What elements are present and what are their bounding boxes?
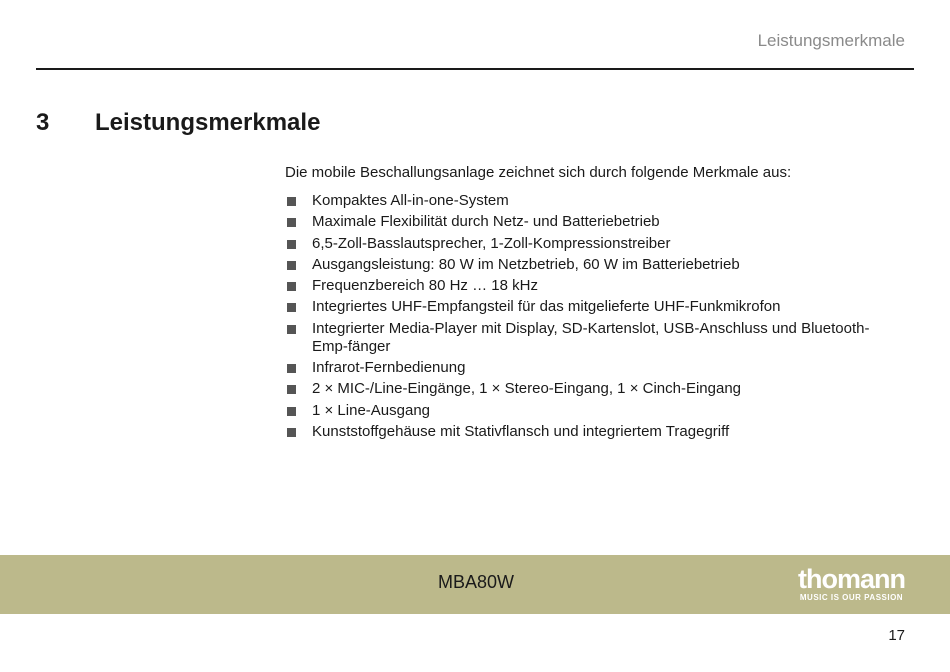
footer-band bbox=[0, 555, 950, 614]
list-item bbox=[285, 213, 905, 231]
list-item-text: 1 × Line-Ausgang bbox=[312, 401, 431, 419]
list-item-text: Frequenzbereich 80 Hz … 18 kHz bbox=[312, 277, 538, 295]
chapter-number: 3 bbox=[36, 109, 50, 136]
list-item bbox=[285, 320, 905, 356]
square-bullet-icon bbox=[287, 218, 296, 227]
list-item-text: Kompaktes All-in-one-System bbox=[312, 192, 509, 209]
logo-wordmark: thomann bbox=[798, 564, 905, 594]
list-item bbox=[285, 235, 905, 253]
list-item-text: Ausgangsleistung: 80 W im Netzbetrieb, 60 W im Batteriebetrieb bbox=[312, 255, 740, 273]
list-item-text: Kunststoffgehäuse mit Stativflansch und integriertem Tragegriff bbox=[312, 422, 730, 440]
chapter-title: Leistungsmerkmale bbox=[95, 109, 321, 136]
feature-list bbox=[285, 192, 905, 441]
square-bullet-icon bbox=[287, 282, 296, 291]
square-bullet-icon bbox=[287, 428, 296, 437]
square-bullet-icon bbox=[287, 364, 296, 373]
list-item-text: Integriertes UHF-Empfangsteil für das mitgelieferte UHF-Funkmikrofon bbox=[312, 298, 781, 316]
intro-paragraph: Die mobile Beschallungsanlage zeichnet sich durch folgende Merkmale aus: bbox=[285, 164, 792, 181]
list-item bbox=[285, 256, 905, 274]
running-header: Leistungsmerkmale bbox=[757, 31, 905, 50]
list-item bbox=[285, 192, 905, 210]
list-item bbox=[285, 277, 905, 295]
list-item bbox=[285, 423, 905, 441]
model-name: MBA80W bbox=[438, 572, 515, 592]
list-item bbox=[285, 402, 905, 420]
list-item-text: Infrarot-Fernbedienung bbox=[312, 359, 466, 377]
list-item-text: 6,5-Zoll-Basslautsprecher, 1-Zoll-Kompressionstreiber bbox=[312, 234, 671, 252]
list-item-text: 2 × MIC-/Line-Eingänge, 1 × Stereo-Eingang, 1 × Cinch-Eingang bbox=[312, 380, 742, 398]
list-item-text: Integrierter Media-Player mit Display, SD-Kartenslot, USB-Anschluss und Bluetooth-Emp-fänger bbox=[312, 319, 870, 355]
square-bullet-icon bbox=[287, 197, 296, 206]
header-rule bbox=[36, 68, 914, 70]
square-bullet-icon bbox=[287, 261, 296, 270]
square-bullet-icon bbox=[287, 303, 296, 312]
list-item bbox=[285, 298, 905, 316]
logo-tagline: MUSIC IS OUR PASSION bbox=[799, 593, 904, 602]
list-item bbox=[285, 359, 905, 377]
square-bullet-icon bbox=[287, 240, 296, 249]
list-item bbox=[285, 380, 905, 398]
square-bullet-icon bbox=[287, 407, 296, 416]
square-bullet-icon bbox=[287, 325, 296, 334]
page-number: 17 bbox=[888, 627, 905, 644]
list-item-text: Maximale Flexibilität durch Netz- und Batteriebetrieb bbox=[312, 213, 660, 231]
thomann-logo bbox=[798, 566, 905, 603]
square-bullet-icon bbox=[287, 385, 296, 394]
main-content bbox=[285, 164, 905, 444]
